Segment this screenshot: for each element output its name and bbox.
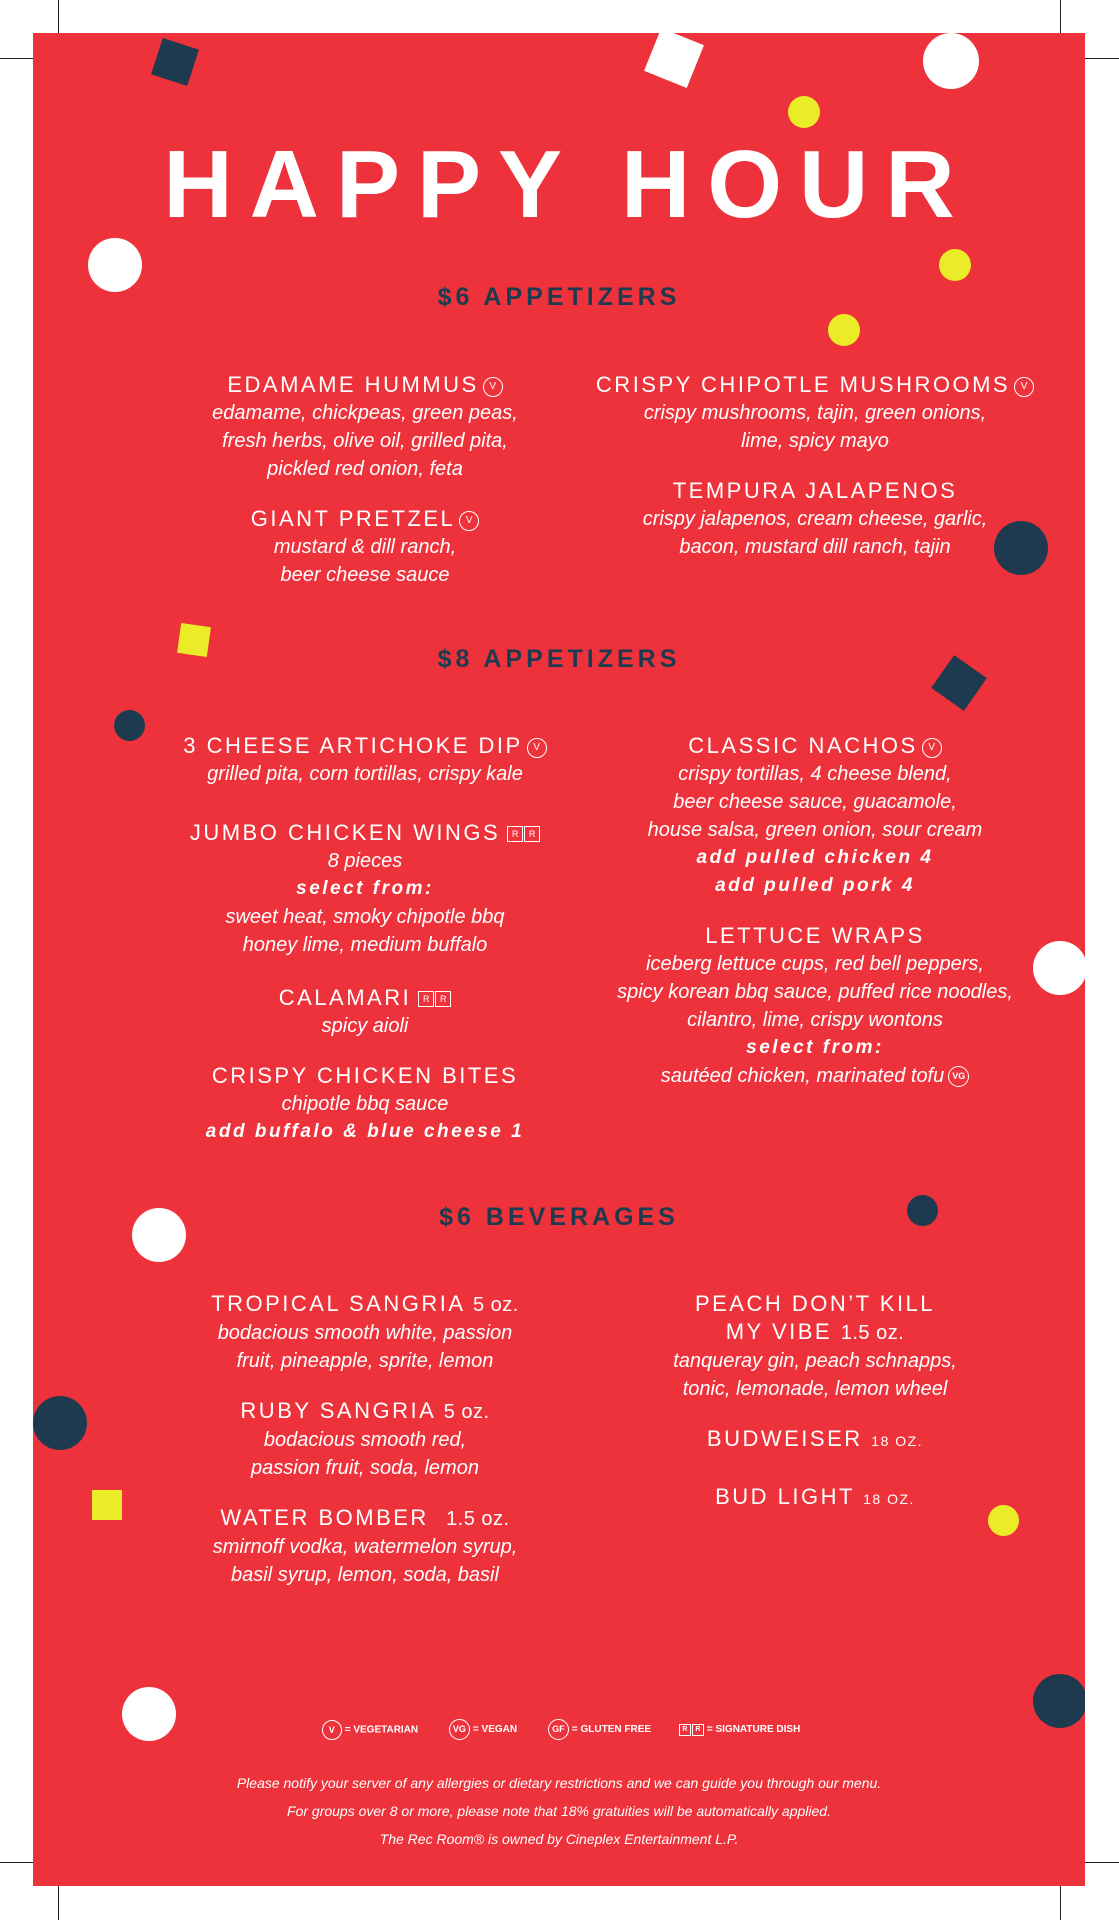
item-name: GIANT PRETZEL — [250, 506, 456, 531]
item-name: CRISPY CHIPOTLE MUSHROOMS — [595, 372, 1011, 397]
item-description: passion fruit, soda, lemon — [251, 1457, 479, 1479]
select-from-label: select from: — [746, 1037, 884, 1058]
yellow-circle-decoration — [828, 314, 860, 346]
menu-item — [103, 1062, 627, 1146]
item-size: 5 oz. — [443, 1401, 490, 1423]
item-description: lime, spicy mayo — [741, 430, 889, 452]
menu-title: HAPPY HOUR — [163, 131, 972, 238]
legend-label: = VEGETARIAN — [344, 1724, 419, 1736]
menu-item — [553, 732, 1077, 900]
item-description: fresh herbs, olive oil, grilled pita, — [222, 430, 508, 452]
menu-item — [553, 371, 1077, 455]
add-on-label: add pulled chicken 4 — [696, 847, 934, 868]
item-name: TEMPURA JALAPENOS — [672, 478, 958, 503]
yellow-circle-decoration — [788, 96, 820, 128]
signature-dish-icon: R R — [417, 981, 451, 1009]
menu-item — [103, 505, 627, 589]
menu-item — [553, 1290, 1077, 1403]
menu-item — [553, 1483, 1077, 1513]
item-name: BUDWEISER — [706, 1426, 863, 1451]
legend-label: = VEGAN — [472, 1724, 518, 1736]
vegetarian-badge-icon: V — [322, 1720, 342, 1740]
legend-label: = GLUTEN FREE — [571, 1724, 652, 1736]
section-heading-8-appetizers: $8 APPETIZERS — [437, 645, 681, 673]
ownership-note: The Rec Room® is owned by Cineplex Entertainment L.P. — [379, 1831, 739, 1847]
signature-dish-icon: R R — [506, 816, 540, 844]
item-name: EDAMAME HUMMUS — [227, 372, 479, 397]
item-description: bodacious smooth white, passion — [217, 1322, 513, 1344]
item-name: CRISPY CHICKEN BITES — [211, 1063, 519, 1088]
select-from-label: select from: — [296, 878, 434, 899]
yellow-circle-decoration — [939, 249, 971, 281]
signature-dish-icon: R R — [678, 1723, 704, 1736]
item-name: MY VIBE — [725, 1319, 833, 1344]
legend-entry-gluten-free — [544, 1719, 651, 1740]
item-size: 1.5 oz. — [446, 1508, 510, 1530]
item-description: spicy korean bbq sauce, puffed rice noodles, — [617, 981, 1013, 1003]
legend-entry-signature — [678, 1723, 800, 1736]
white-circle-decoration — [923, 33, 979, 89]
legend-entry-vegan — [445, 1719, 517, 1740]
item-size: 1.5 oz. — [840, 1322, 905, 1344]
item-description: 8 pieces — [327, 850, 403, 872]
menu-item — [553, 477, 1077, 561]
item-description: basil syrup, lemon, soda, basil — [231, 1564, 499, 1586]
item-description: chipotle bbq sauce — [281, 1093, 449, 1115]
item-description: cilantro, lime, crispy wontons — [687, 1009, 943, 1031]
beverages-right-column — [553, 1290, 1077, 1535]
add-on-label: add pulled pork 4 — [715, 875, 915, 896]
dietary-legend — [33, 1719, 1085, 1740]
navy-square-decoration — [151, 38, 199, 86]
white-square-decoration — [644, 33, 704, 88]
item-description: sweet heat, smoky chipotle bbq — [225, 906, 505, 928]
item-description: fruit, pineapple, sprite, lemon — [236, 1350, 494, 1372]
item-description: pickled red onion, feta — [267, 458, 463, 480]
eight-appetizers-right-column — [553, 732, 1077, 1112]
item-description: house salsa, green onion, sour cream — [647, 819, 983, 841]
six-appetizers-right-column — [553, 371, 1077, 583]
item-name: BUD LIGHT — [715, 1484, 855, 1509]
item-name: 3 CHEESE ARTICHOKE DIP — [183, 733, 523, 758]
gratuity-note: For groups over 8 or more, please note that 18% gratuities will be automatically applied. — [287, 1803, 831, 1819]
vegetarian-badge-icon: V — [483, 377, 503, 397]
item-name: RUBY SANGRIA — [240, 1398, 436, 1423]
item-description: iceberg lettuce cups, red bell peppers, — [646, 953, 984, 975]
item-name: CALAMARI — [278, 985, 412, 1010]
footer-notes — [33, 1769, 1085, 1853]
item-description: beer cheese sauce — [280, 564, 450, 586]
item-description: grilled pita, corn tortillas, crispy kale — [207, 763, 523, 785]
item-name: TROPICAL SANGRIA — [211, 1291, 465, 1316]
menu-item — [103, 981, 627, 1040]
vegetarian-badge-icon: V — [459, 511, 479, 531]
vegetarian-badge-icon: V — [1014, 377, 1034, 397]
item-description: spicy aioli — [321, 1015, 409, 1037]
item-size: 18 OZ. — [871, 1433, 924, 1449]
item-name: CLASSIC NACHOS — [688, 733, 918, 758]
item-description: mustard & dill ranch, — [273, 536, 457, 558]
menu-item — [103, 371, 627, 483]
allergy-note: Please notify your server of any allergies or dietary restrictions and we can guide you through our menu. — [236, 1775, 882, 1791]
menu-item — [103, 1504, 627, 1589]
item-description: honey lime, medium buffalo — [242, 934, 488, 956]
item-description: bodacious smooth red, — [263, 1429, 467, 1451]
vegetarian-badge-icon: V — [527, 738, 547, 758]
item-description: crispy mushrooms, tajin, green onions, — [643, 402, 987, 424]
navy-circle-decoration — [33, 1396, 87, 1450]
legend-label: = SIGNATURE DISH — [706, 1724, 801, 1736]
item-size: 5 oz. — [472, 1294, 519, 1316]
menu-item — [553, 922, 1077, 1090]
vegan-badge-icon: VG — [948, 1066, 969, 1087]
menu-item — [553, 1425, 1077, 1455]
menu-item — [103, 1397, 627, 1482]
item-description: sautéed chicken, marinated tofu — [660, 1065, 945, 1087]
gluten-free-badge-icon: GF — [548, 1719, 569, 1740]
item-description: edamame, chickpeas, green peas, — [212, 402, 518, 424]
vegan-badge-icon: VG — [449, 1719, 470, 1740]
item-description: tanqueray gin, peach schnapps, — [673, 1350, 957, 1372]
item-description: crispy tortillas, 4 cheese blend, — [678, 763, 952, 785]
item-description: smirnoff vodka, watermelon syrup, — [212, 1536, 518, 1558]
item-description: crispy jalapenos, cream cheese, garlic, — [642, 508, 988, 530]
item-name: WATER BOMBER — [220, 1505, 429, 1530]
menu-item — [103, 732, 627, 788]
item-name: LETTUCE WRAPS — [705, 923, 925, 948]
menu-item — [103, 816, 627, 959]
item-size: 18 OZ. — [863, 1491, 915, 1507]
eight-appetizers-left-column — [103, 732, 627, 1168]
section-heading-6-appetizers: $6 APPETIZERS — [437, 283, 681, 311]
item-description: tonic, lemonade, lemon wheel — [682, 1378, 948, 1400]
vegetarian-badge-icon: V — [922, 738, 942, 758]
item-name: PEACH DON’T KILL — [694, 1291, 936, 1316]
add-on-label: add buffalo & blue cheese 1 — [205, 1121, 525, 1142]
item-name: JUMBO CHICKEN WINGS — [189, 820, 501, 845]
item-description: bacon, mustard dill ranch, tajin — [679, 536, 951, 558]
section-heading-6-beverages: $6 BEVERAGES — [439, 1203, 679, 1231]
beverages-left-column — [103, 1290, 627, 1611]
happy-hour-menu — [33, 33, 1085, 1886]
menu-item — [103, 1290, 627, 1375]
six-appetizers-left-column — [103, 371, 627, 611]
legend-entry-vegetarian — [318, 1720, 418, 1740]
item-description: beer cheese sauce, guacamole, — [673, 791, 957, 813]
